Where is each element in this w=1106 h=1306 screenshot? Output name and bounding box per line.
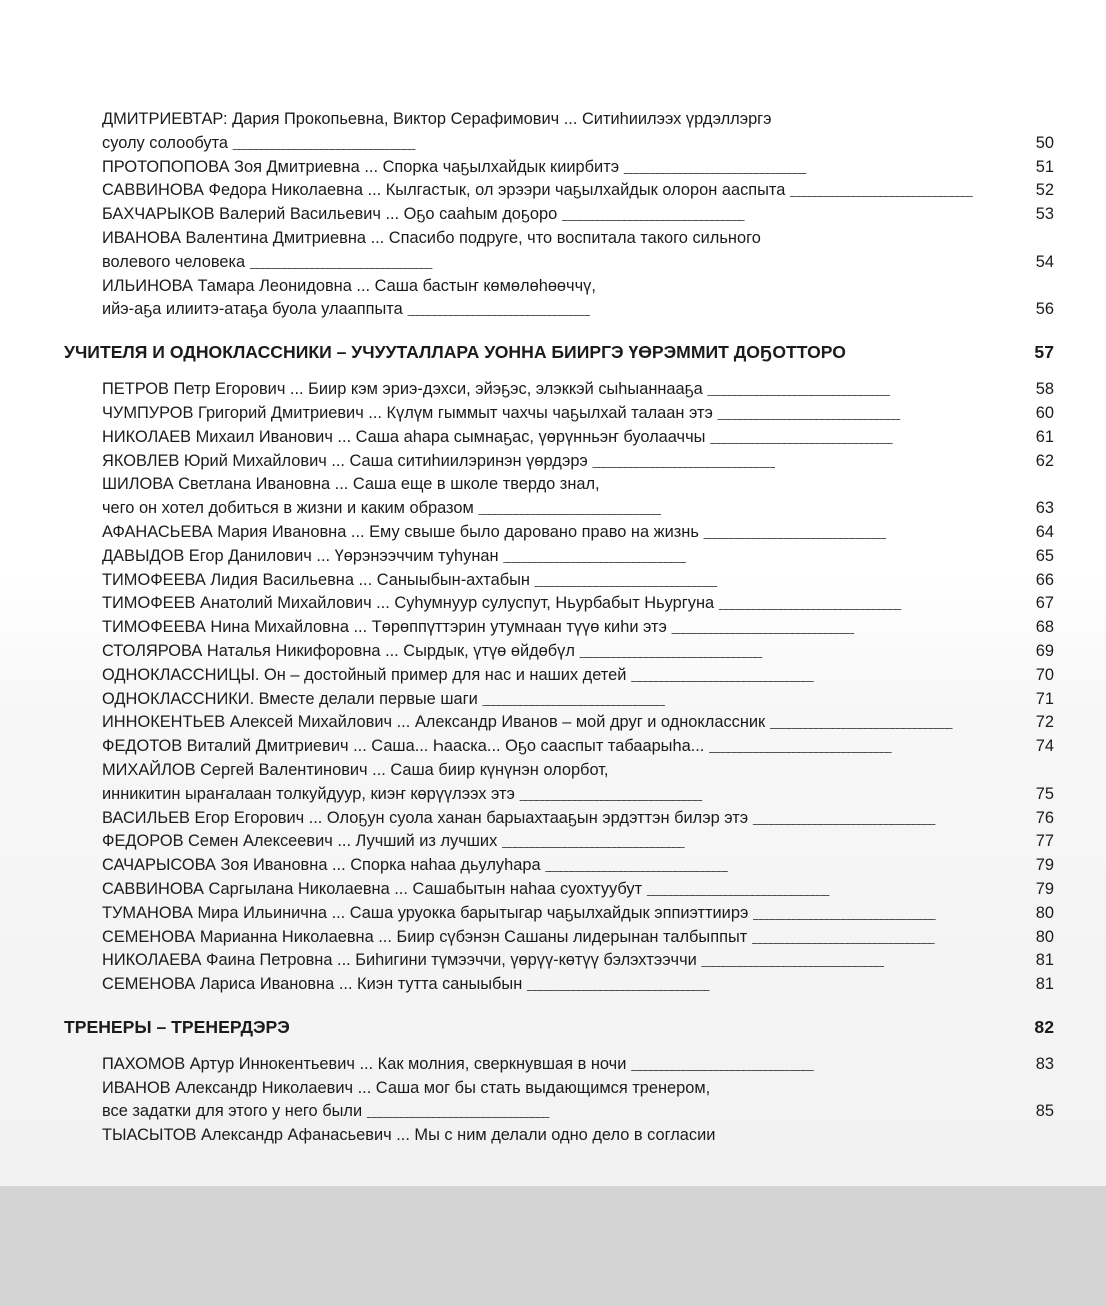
dot-leader xyxy=(534,571,1032,587)
dot-leader xyxy=(623,158,1032,174)
entry-text: ОДНОКЛАССНИЦЫ. Он – достойный пример для нас и наших детей xyxy=(102,665,627,684)
toc-entry-line xyxy=(102,688,1054,712)
entry-text: ТИМОФЕЕВА Нина Михайловна ... Төрөппүттэрин утумнаан түүө киhи этэ xyxy=(102,618,667,637)
toc-entry-line xyxy=(102,640,1054,664)
dot-leader xyxy=(592,452,1032,468)
entry-text: САВВИНОВА Федора Николаевна ... Кылгастык, ол эрээри чаҕылхайдык олорон ааспыта xyxy=(102,181,786,200)
page-number: 81 xyxy=(1035,951,1054,970)
page-number: 85 xyxy=(1035,1102,1054,1121)
toc-entry-line xyxy=(102,275,1054,299)
entry-text: инникитин ыраҥалаан толкуйдуур, киэҥ көрүүлээх этэ xyxy=(102,784,515,803)
entry-text: ийэ-аҕа илиитэ-атаҕа буола улааппыта xyxy=(102,300,403,319)
toc-entry-line xyxy=(102,973,1054,997)
entry-text: СТОЛЯРОВА Наталья Никифоровна ... Сырдык, үтүө өйдөбүл xyxy=(102,641,575,660)
page-number: 80 xyxy=(1035,927,1054,946)
entry-text: СЕМЕНОВА Лариса Ивановна ... Киэн тутта саныыбын xyxy=(102,975,523,994)
page-number: 70 xyxy=(1035,665,1054,684)
toc-entry xyxy=(64,1053,1054,1077)
toc-entry xyxy=(64,664,1054,688)
page-number: 81 xyxy=(1035,975,1054,994)
toc-entry xyxy=(64,378,1054,402)
entry-text: ИВАНОВ Александр Николаевич ... Саша мог бы стать выдающимся тренером, xyxy=(102,1078,711,1097)
toc-entry-line xyxy=(102,854,1054,878)
section-heading xyxy=(64,1013,1054,1041)
toc-entry xyxy=(64,426,1054,450)
section-page-number: 57 xyxy=(1034,342,1054,363)
entry-text: СЕМЕНОВА Марианна Николаевна ... Биир сүбэнэн Сашаны лидерынан талбыппыт xyxy=(102,927,748,946)
dot-leader xyxy=(478,499,1032,515)
entry-text: ФЕДОТОВ Виталий Дмитриевич ... Саша... Һааска... Оҕо сааспыт табаарыhа... xyxy=(102,737,705,756)
toc-entry xyxy=(64,156,1054,180)
toc-entry xyxy=(64,450,1054,474)
toc-entry-line xyxy=(102,949,1054,973)
entry-text: суолу солообута xyxy=(102,133,229,152)
entry-text: ИВАНОВА Валентина Дмитриевна ... Спасибо подруге, что воспитала такого сильного xyxy=(102,228,761,247)
page-number: 56 xyxy=(1035,300,1054,319)
dot-leader xyxy=(646,880,1032,896)
entry-text: БАХЧАРЫКОВ Валерий Васильевич ... Оҕо сааhым доҕоро xyxy=(102,205,558,224)
entry-text: ВАСИЛЬЕВ Егор Егорович ... Олоҕун суола ханан барыахтааҕын эрдэттэн билэр этэ xyxy=(102,808,749,827)
page-number: 60 xyxy=(1035,403,1054,422)
entry-text: ПЕТРОВ Петр Егорович ... Биир кэм эриэ-дэхси, эйэҕэс, элэккэй сыhыаннааҕа xyxy=(102,380,703,399)
entry-text: МИХАЙЛОВ Сергей Валентинович ... Саша биир күнүнэн олорбот, xyxy=(102,760,609,779)
toc-entry-line xyxy=(102,108,1054,132)
toc-entry xyxy=(64,275,1054,323)
dot-leader xyxy=(707,380,1032,396)
toc-entry-line xyxy=(102,203,1054,227)
toc-entry-line xyxy=(102,545,1054,569)
page-number: 74 xyxy=(1035,737,1054,756)
dot-leader xyxy=(232,134,1032,150)
dot-leader xyxy=(789,181,1032,197)
toc-entry xyxy=(64,545,1054,569)
toc-entry-line xyxy=(102,759,1054,783)
dot-leader xyxy=(545,856,1032,872)
page-number: 80 xyxy=(1035,903,1054,922)
dot-leader xyxy=(630,1055,1032,1071)
toc-entry xyxy=(64,1077,1054,1125)
toc-entry-line xyxy=(102,156,1054,180)
toc-entry-line xyxy=(102,1077,1054,1101)
dot-leader xyxy=(366,1102,1032,1118)
entry-text: ИННОКЕНТЬЕВ Алексей Михайлович ... Александр Иванов – мой друг и одноклассник xyxy=(102,713,766,732)
toc-entry xyxy=(64,640,1054,664)
toc-entry xyxy=(64,592,1054,616)
entry-text: ОДНОКЛАССНИКИ. Вместе делали первые шаги xyxy=(102,689,478,708)
page-number: 65 xyxy=(1035,546,1054,565)
entry-text: ПАХОМОВ Артур Иннокентьевич ... Как молния, сверкнувшая в ночи xyxy=(102,1054,627,1073)
page-number: 79 xyxy=(1035,879,1054,898)
page-number: 58 xyxy=(1035,380,1054,399)
dot-leader xyxy=(503,547,1032,563)
page-number: 52 xyxy=(1035,181,1054,200)
entry-text: ДАВЫДОВ Егор Данилович ... Үөрэнээччим туhунан xyxy=(102,546,499,565)
entry-text: ЧУМПУРОВ Григорий Дмитриевич ... Күлүм гыммыт чахчы чаҕылхай талаан этэ xyxy=(102,403,713,422)
toc-entry-line xyxy=(102,807,1054,831)
dot-leader xyxy=(849,343,1031,361)
toc-entry xyxy=(64,688,1054,712)
page-number: 53 xyxy=(1035,205,1054,224)
toc-entry-line xyxy=(102,664,1054,688)
entry-text: ТЫАСЫТОВ Александр Афанасьевич ... Мы с ним делали одно дело в согласии xyxy=(102,1126,716,1145)
dot-leader xyxy=(519,785,1032,801)
toc-entry xyxy=(64,108,1054,156)
entry-text: ПРОТОПОПОВА Зоя Дмитриевна ... Спорка чаҕылхайдык киирбитэ xyxy=(102,157,620,176)
dot-leader xyxy=(561,205,1032,221)
toc-entry xyxy=(64,926,1054,950)
dot-leader xyxy=(407,300,1032,316)
toc-entry xyxy=(64,569,1054,593)
entry-text: НИКОЛАЕВА Фаина Петровна ... Биhигини түмээччи, үөрүү-көтүү бэлэхтээччи xyxy=(102,951,697,970)
page-number: 54 xyxy=(1035,252,1054,271)
toc-entry xyxy=(64,830,1054,854)
dot-leader xyxy=(630,666,1032,682)
toc-entry xyxy=(64,973,1054,997)
toc-entry-line xyxy=(102,378,1054,402)
table-of-contents xyxy=(64,108,1054,1148)
page-number: 83 xyxy=(1035,1054,1054,1073)
toc-entry-line xyxy=(102,616,1054,640)
toc-entry-line xyxy=(102,251,1054,275)
dot-leader xyxy=(708,737,1032,753)
toc-entry-line xyxy=(102,1100,1054,1124)
entry-text: ШИЛОВА Светлана Ивановна ... Саша еще в школе твердо знал, xyxy=(102,475,600,494)
toc-entry xyxy=(64,402,1054,426)
dot-leader xyxy=(703,523,1032,539)
toc-entry-line xyxy=(102,426,1054,450)
dot-leader xyxy=(293,1017,1032,1035)
toc-entry xyxy=(64,854,1054,878)
toc-entry xyxy=(64,203,1054,227)
dot-leader xyxy=(671,618,1032,634)
section-title: УЧИТЕЛЯ И ОДНОКЛАССНИКИ – УЧУУТАЛЛАРА УОННА БИИРГЭ ҮӨРЭММИТ ДОҔОТТОРО xyxy=(64,342,846,363)
toc-entry xyxy=(64,521,1054,545)
page-number: 51 xyxy=(1035,157,1054,176)
toc-entry-line xyxy=(102,830,1054,854)
toc-entry xyxy=(64,902,1054,926)
page-number: 67 xyxy=(1035,594,1054,613)
page-number: 50 xyxy=(1035,133,1054,152)
dot-leader xyxy=(482,690,1032,706)
entry-text: ТИМОФЕЕВА Лидия Васильевна ... Саныыбын-ахтабын xyxy=(102,570,530,589)
entry-text: ФЕДОРОВ Семен Алексеевич ... Лучший из лучших xyxy=(102,832,498,851)
page-number: 79 xyxy=(1035,856,1054,875)
toc-entry xyxy=(64,227,1054,275)
entry-text: волевого человека xyxy=(102,252,246,271)
toc-entry-line xyxy=(102,298,1054,322)
toc-entry-line xyxy=(102,450,1054,474)
dot-leader xyxy=(718,594,1032,610)
toc-entry-line xyxy=(102,132,1054,156)
toc-entry-line xyxy=(102,1124,1054,1148)
page-number: 62 xyxy=(1035,451,1054,470)
page-number: 63 xyxy=(1035,499,1054,518)
section-heading xyxy=(64,338,1054,366)
toc-entry xyxy=(64,878,1054,902)
toc-entry-line xyxy=(102,878,1054,902)
dot-leader xyxy=(752,809,1032,825)
toc-entry-line xyxy=(102,926,1054,950)
toc-entry xyxy=(64,616,1054,640)
section-title: ТРЕНЕРЫ – ТРЕНЕРДЭРЭ xyxy=(64,1016,290,1037)
entry-text: САВВИНОВА Саргылана Николаевна ... Сашабытын наhаа суохтуубут xyxy=(102,879,643,898)
toc-entry xyxy=(64,1124,1054,1148)
toc-entry-line xyxy=(102,711,1054,735)
dot-leader xyxy=(249,253,1032,269)
entry-text: НИКОЛАЕВ Михаил Иванович ... Саша аhара сымнаҕас, үөрүнньэҥ буолааччы xyxy=(102,427,706,446)
entry-text: АФАНАСЬЕВА Мария Ивановна ... Ему свыше было даровано право на жизнь xyxy=(102,522,699,541)
page-number: 61 xyxy=(1035,427,1054,446)
dot-leader xyxy=(579,642,1032,658)
page-number: 75 xyxy=(1035,784,1054,803)
toc-entry-line xyxy=(102,783,1054,807)
dot-leader xyxy=(752,904,1032,920)
page-number: 72 xyxy=(1035,713,1054,732)
toc-entry xyxy=(64,807,1054,831)
toc-entry xyxy=(64,473,1054,521)
toc-entry-line xyxy=(102,592,1054,616)
dot-leader xyxy=(717,404,1032,420)
toc-entry-line xyxy=(102,473,1054,497)
toc-entry-line xyxy=(102,569,1054,593)
page-number: 77 xyxy=(1035,832,1054,851)
toc-entry-line xyxy=(102,179,1054,203)
toc-entry-line xyxy=(102,497,1054,521)
dot-leader xyxy=(526,975,1032,991)
toc-entry xyxy=(64,759,1054,807)
entry-text: ТУМАНОВА Мира Ильинична ... Саша уруокка барытыгар чаҕылхайдык эппиэттиирэ xyxy=(102,903,749,922)
page-number: 76 xyxy=(1035,808,1054,827)
toc-entry xyxy=(64,711,1054,735)
toc-entry-line xyxy=(102,521,1054,545)
entry-text: чего он хотел добиться в жизни и каким образом xyxy=(102,499,474,518)
entry-text: САЧАРЫСОВА Зоя Ивановна ... Спорка наhаа дьулуhара xyxy=(102,856,541,875)
toc-entry xyxy=(64,735,1054,759)
entry-text: ЯКОВЛЕВ Юрий Михайлович ... Саша ситиhиилэринэн үөрдэрэ xyxy=(102,451,588,470)
page-number: 69 xyxy=(1035,641,1054,660)
section-page-number: 82 xyxy=(1034,1016,1054,1037)
page-number: 68 xyxy=(1035,618,1054,637)
page-number: 64 xyxy=(1035,522,1054,541)
entry-text: ТИМОФЕЕВ Анатолий Михайлович ... Суhумнуур сулуспут, Ньурбабыт Ньургуна xyxy=(102,594,715,613)
toc-entry xyxy=(64,179,1054,203)
toc-entry-line xyxy=(102,402,1054,426)
toc-entry-line xyxy=(102,1053,1054,1077)
dot-leader xyxy=(751,928,1032,944)
toc-entry-line xyxy=(102,227,1054,251)
dot-leader xyxy=(769,713,1032,729)
page-number: 71 xyxy=(1035,689,1054,708)
entry-text: все задатки для этого у него были xyxy=(102,1102,363,1121)
toc-entry-line xyxy=(102,735,1054,759)
dot-leader xyxy=(709,428,1032,444)
page-number: 66 xyxy=(1035,570,1054,589)
dot-leader xyxy=(701,951,1032,967)
dot-leader xyxy=(501,832,1032,848)
entry-text: ИЛЬИНОВА Тамара Леонидовна ... Саша бастыҥ көмөлөhөөччү, xyxy=(102,276,596,295)
toc-entry xyxy=(64,949,1054,973)
toc-entry-line xyxy=(102,902,1054,926)
entry-text: ДМИТРИЕВТАР: Дария Прокопьевна, Виктор Серафимович ... Ситиhиилээх үрдэллэргэ xyxy=(102,110,772,128)
